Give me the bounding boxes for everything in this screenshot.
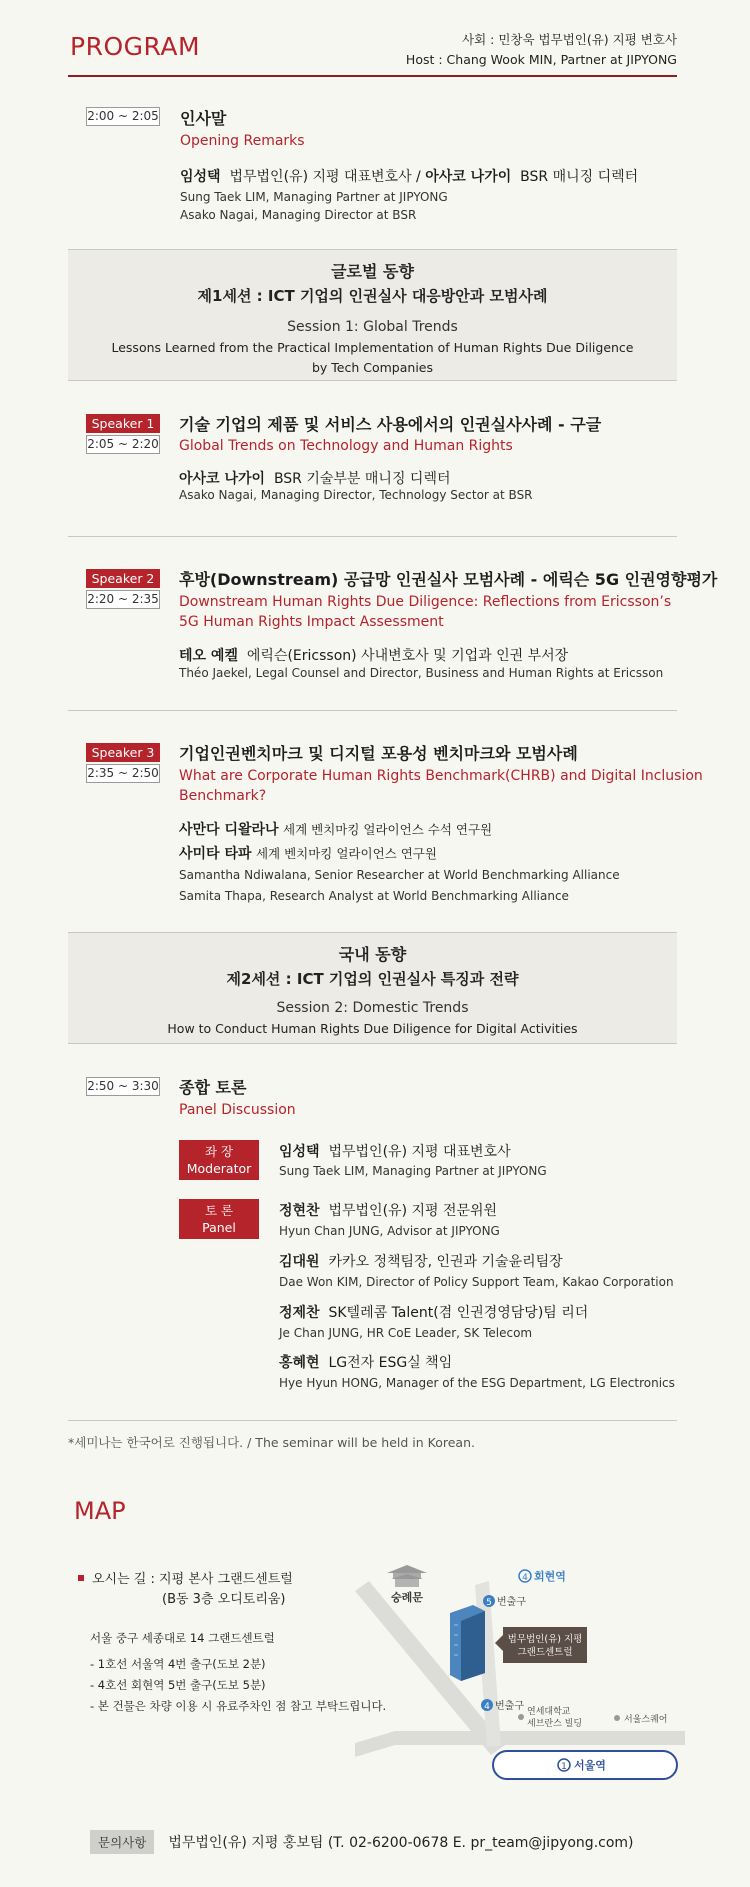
speaker-role: LG전자 ESG실 책임: [328, 1355, 453, 1371]
location-text: 오시는 길 : 지평 본사 그랜드센트럴: [92, 1572, 293, 1587]
panel-en-title: Panel Discussion: [179, 1102, 296, 1118]
directions-2: - 4호선 회현역 5번 출구(도보 5분): [90, 1678, 266, 1692]
opening-en-title: Opening Remarks: [180, 133, 305, 149]
panel-ko-title: 종합 토론: [179, 1078, 247, 1097]
panelist-3-en: Je Chan JUNG, HR CoE Leader, SK Telecom: [279, 1326, 533, 1340]
speaker-role: 카카오 정책팀장, 인권과 기술윤리팀장: [328, 1254, 563, 1270]
session2-l4: How to Conduct Human Rights Due Diligence for Digital Activities: [167, 1021, 578, 1036]
location-line2: (B동 3층 오디토리움): [162, 1592, 286, 1607]
speaker2-person: [179, 645, 568, 665]
speaker1-time: 2:05 ~ 2:20: [86, 435, 160, 454]
speaker-role: 법무법인(유) 지평 전문위원: [328, 1203, 498, 1219]
divider: [68, 1420, 677, 1421]
exit4-label: 번출구: [495, 1701, 524, 1712]
panelist-1: [279, 1200, 497, 1220]
panel-badge-ko: 토 론: [204, 1203, 234, 1218]
speaker3-badge: Speaker 3: [86, 743, 160, 762]
header-divider: [68, 75, 677, 77]
opening-time: 2:00 ~ 2:05: [86, 107, 160, 126]
divider: [68, 536, 677, 537]
speaker-name: 임성택: [279, 1144, 320, 1160]
session1-l4b: by Tech Companies: [311, 360, 434, 375]
session1-box: [68, 249, 677, 381]
speaker-role: 세계 벤치마킹 얼라이언스 연구원: [255, 846, 437, 861]
seoulsquare-marker: [614, 1715, 620, 1721]
speaker1-en-line: Asako Nagai, Managing Director, Technology Sector at BSR: [179, 488, 533, 502]
opening-en-line1: Sung Taek LIM, Managing Partner at JIPYONG: [180, 190, 448, 204]
session2-l2: 제2세션 : ICT 기업의 인권실사 특징과 전략: [226, 970, 519, 988]
exit5-num: 5: [486, 1598, 492, 1608]
opening-en-line2: Asako Nagai, Managing Director at BSR: [180, 208, 417, 222]
parking-note: - 본 건물은 차량 이용 시 유료주차인 점 참고 부탁드립니다.: [90, 1699, 387, 1713]
contact-info: [90, 1830, 634, 1854]
speaker-name: 아사코 나가이: [425, 169, 512, 185]
speaker-name: 홍혜현: [279, 1355, 320, 1371]
location-map: [355, 1555, 685, 1795]
speaker3-en-line1: Samantha Ndiwalana, Senior Researcher at World Benchmarking Alliance: [179, 868, 620, 882]
speaker2-en-line: Théo Jaekel, Legal Counsel and Director, Business and Human Rights at Ericsson: [179, 666, 664, 680]
hoehyeon-num: 4: [522, 1573, 528, 1583]
speaker2-en-title2: 5G Human Rights Impact Assessment: [179, 614, 444, 630]
building-label2: 그랜드센트럴: [517, 1647, 573, 1658]
hoehyeon-label: 회현역: [534, 1570, 566, 1583]
speaker3-en-title1: What are Corporate Human Rights Benchmark(CHRB) and Digital Inclusion: [179, 768, 703, 784]
session2-l3: Session 2: Domestic Trends: [276, 1000, 469, 1016]
speaker-name: 임성택: [180, 169, 221, 185]
speaker-role: BSR 매니징 디렉터: [520, 169, 639, 185]
severance-label1: 연세대학교: [527, 1707, 571, 1717]
speaker3-ko-title: 기업인권벤치마크 및 디지털 포용성 벤치마크와 모범사례: [179, 744, 578, 763]
sungnyemun-icon: [387, 1565, 427, 1587]
seoul-station-label: 서울역: [574, 1759, 606, 1772]
contact-label: 문의사항: [90, 1830, 154, 1854]
speaker-role: SK텔레콤 Talent(겸 인권경영담당)팀 리더: [328, 1305, 589, 1321]
panel-time: 2:50 ~ 3:30: [86, 1077, 160, 1096]
directions-1: - 1호선 서울역 4번 출구(도보 2분): [90, 1657, 266, 1671]
address: 서울 중구 세종대로 14 그랜드센트럴: [90, 1631, 275, 1645]
speaker3-en-line2: Samita Thapa, Research Analyst at World Benchmarking Alliance: [179, 889, 569, 903]
host-en: Host : Chang Wook MIN, Partner at JIPYONG: [405, 52, 677, 67]
speaker1-ko-title: 기술 기업의 제품 및 서비스 사용에서의 인권실사사례 - 구글: [179, 415, 602, 434]
exit5-label: 번출구: [497, 1597, 526, 1608]
speaker-role: 법무법인(유) 지평 대표변호사: [328, 1144, 511, 1160]
session1-l2: 제1세션 : ICT 기업의 인권실사 대응방안과 모범사례: [197, 287, 548, 305]
speaker1-badge: Speaker 1: [86, 414, 160, 433]
moderator-en: Moderator: [186, 1161, 252, 1176]
panelist-1-en: Hyun Chan JUNG, Advisor at JIPYONG: [279, 1224, 500, 1238]
moderator-en-line: Sung Taek LIM, Managing Partner at JIPYONG: [279, 1164, 547, 1178]
speaker-name: 김대원: [279, 1254, 320, 1270]
speaker3-time: 2:35 ~ 2:50: [86, 764, 160, 783]
speaker1-person: [179, 468, 451, 488]
panelist-4-en: Hye Hyun HONG, Manager of the ESG Department, LG Electronics: [279, 1376, 675, 1390]
speaker2-time: 2:20 ~ 2:35: [86, 590, 160, 609]
panelist-2-en: Dae Won KIM, Director of Policy Support Team, Kakao Corporation: [279, 1275, 674, 1289]
building-icon: [450, 1605, 485, 1681]
session1-l3: Session 1: Global Trends: [287, 319, 458, 335]
opening-ko-title: 인사말: [180, 109, 227, 128]
moderator-person: [279, 1141, 511, 1161]
speaker-name: 사미타 타파: [179, 846, 252, 862]
speaker2-ko-title: 후방(Downstream) 공급망 인권실사 모범사례 - 에릭슨 5G 인권영향평가: [179, 570, 718, 589]
speaker-role: 세계 벤치마킹 얼라이언스 수석 연구원: [283, 822, 493, 837]
moderator-badge: [179, 1140, 259, 1180]
panel-badge: [179, 1199, 259, 1239]
session1-l4a: Lessons Learned from the Practical Implementation of Human Rights Due Diligence: [111, 340, 634, 355]
host-ko: 사회 : 민창욱 법무법인(유) 지평 변호사: [462, 32, 677, 47]
contact-text: 법무법인(유) 지평 홍보팀 (T. 02-6200-0678 E. pr_team@jipyong.com): [168, 1835, 634, 1851]
speaker3-en-title2: Benchmark?: [179, 788, 267, 804]
speaker3-person2: [179, 843, 437, 863]
callout-pointer: [495, 1635, 503, 1651]
speaker3-person1: [179, 819, 492, 839]
session1-l1: 글로벌 동향: [331, 262, 414, 281]
speaker2-badge: Speaker 2: [86, 569, 160, 588]
speaker-name: 정현찬: [279, 1203, 320, 1219]
exit4-num: 4: [484, 1702, 490, 1712]
speaker-name: 사만다 디왈라나: [179, 822, 279, 838]
speaker1-en-title: Global Trends on Technology and Human Rights: [179, 438, 513, 454]
building-label1: 법무법인(유) 지평: [507, 1634, 583, 1645]
speaker-name: 테오 예켈: [179, 648, 238, 664]
speaker-role: BSR 기술부분 매니징 디렉터: [273, 471, 451, 487]
opening-speakers: [180, 166, 638, 186]
divider: [68, 710, 677, 711]
panel-badge-en: Panel: [202, 1220, 236, 1235]
map-title: MAP: [74, 1497, 126, 1525]
host-info: [406, 30, 677, 70]
panelist-4: [279, 1352, 452, 1372]
session2-l1: 국내 동향: [338, 945, 407, 964]
severance-label2: 세브란스 빌딩: [527, 1719, 583, 1729]
speaker-name: 아사코 나가이: [179, 471, 266, 487]
session2-box: [68, 932, 677, 1044]
speaker-name: 정제찬: [279, 1305, 320, 1321]
severance-marker: [518, 1714, 524, 1720]
sungnyemun-label: 숭례문: [391, 1591, 423, 1604]
location-line1: [78, 1568, 293, 1587]
program-title: PROGRAM: [70, 32, 201, 61]
panelist-3: [279, 1302, 588, 1322]
seoul-station-num: 1: [561, 1762, 567, 1772]
language-note: *세미나는 한국어로 진행됩니다. / The seminar will be held in Korean.: [68, 1435, 475, 1450]
seoulsquare-label: 서울스퀘어: [624, 1715, 668, 1725]
speaker2-en-title1: Downstream Human Rights Due Diligence: Reflections from Ericsson’s: [179, 594, 672, 610]
moderator-ko: 좌 장: [204, 1144, 234, 1159]
panelist-2: [279, 1251, 563, 1271]
speaker-role: 법무법인(유) 지평 대표변호사 /: [229, 169, 421, 185]
bullet: [78, 1575, 84, 1581]
speaker-role: 에릭슨(Ericsson) 사내변호사 및 기업과 인권 부서장: [246, 648, 569, 664]
